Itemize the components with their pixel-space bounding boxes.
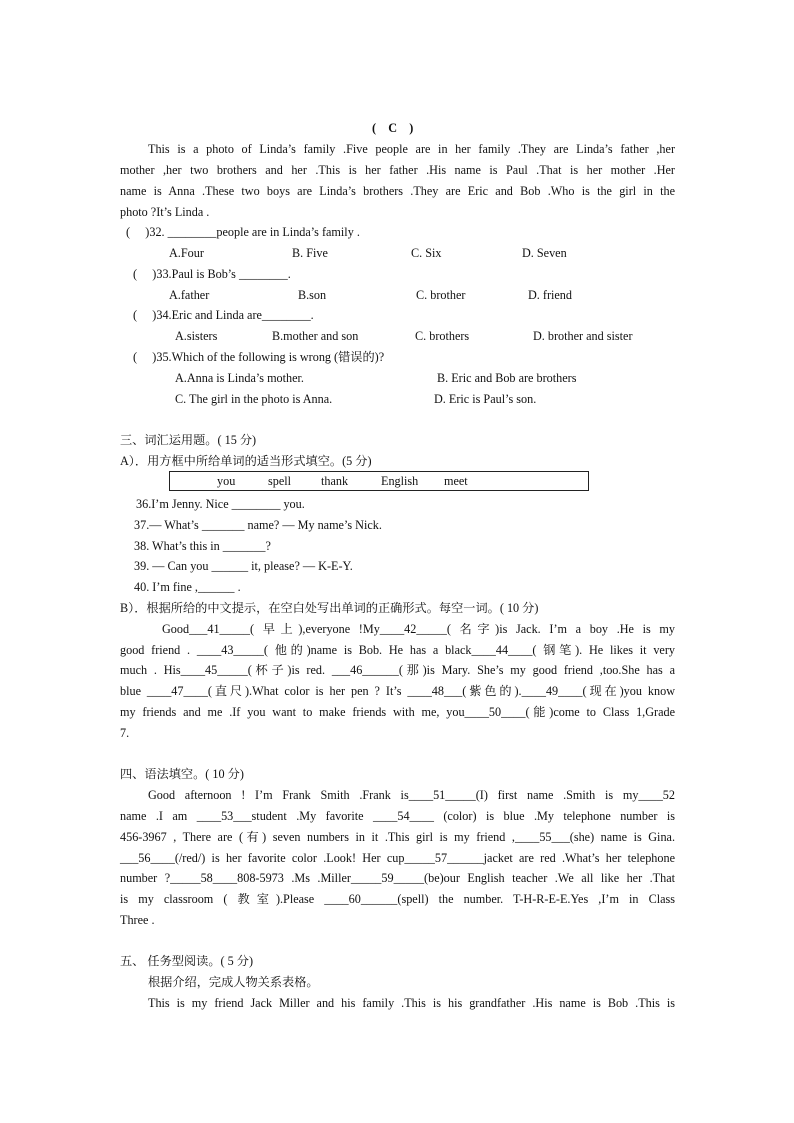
- word-box: [169, 471, 589, 491]
- box-word: thank: [321, 474, 349, 488]
- passage-line: my friends and me .If you want to make friends with me, you____50____(能)come to Class 1,Grade: [120, 705, 675, 719]
- question-stem: ( )33.Paul is Bob’s ________.: [133, 267, 291, 281]
- box-word: meet: [444, 474, 468, 488]
- question-37: 37.— What’s _______ name? — My name’s Nick.: [134, 518, 382, 532]
- passage-line: much . His____45_____(杯子)is red. ___46______(那)is Mary. She’s my good friend ,too.She has a: [120, 663, 675, 677]
- section-4-heading: 四、语法填空。( 10 分): [120, 767, 244, 781]
- question-stem: ( )34.Eric and Linda are________.: [133, 308, 314, 322]
- question-stem: ( )35.Which of the following is wrong (错误的)?: [133, 350, 385, 364]
- passage-line: good friend . ____43_____( 他的)name is Bob. He has a black____44____( 钢笔). He likes it very: [120, 643, 675, 657]
- part-b-instruction: B）．根据所给的中文提示，在空白处写出单词的正确形式。每空一词。( 10 分): [120, 601, 539, 615]
- passage-line: This is my friend Jack Miller and his family .This is his grandfather .His name is Bob .This is: [148, 996, 675, 1010]
- box-word: you: [217, 474, 236, 488]
- passage-line: is my classroom ( 教室).Please ____60______(spell) the number. T-H-R-E-E.Yes ,I’m in Class: [120, 892, 675, 906]
- section-5-instruction: 根据介绍，完成人物关系表格。: [148, 975, 319, 989]
- option-b: B. Eric and Bob are brothers: [437, 371, 577, 385]
- option-a: A.sisters: [175, 329, 218, 343]
- option-d: D. Seven: [522, 246, 567, 260]
- passage-line: This is a photo of Linda’s family .Five people are in her family .They are Linda’s father ,her: [148, 142, 675, 156]
- passage-line: 456-3967 , There are (有) seven numbers in it .This girl is my friend ,____55___(she) name is Gina.: [120, 830, 675, 844]
- question-38: 38. What’s this in _______?: [134, 539, 271, 553]
- option-a: A.Anna is Linda’s mother.: [175, 371, 304, 385]
- passage-line: 7.: [120, 726, 130, 740]
- option-d: D. Eric is Paul’s son.: [434, 392, 537, 406]
- passage-line: name .I am ____53___student .My favorite ____54____ (color) is blue .My telephone number is: [120, 809, 675, 823]
- option-d: D. brother and sister: [533, 329, 633, 343]
- option-a: A.Four: [169, 246, 204, 260]
- passage-line: mother ,her two brothers and her .This is her father .His name is Paul .That is her mother .Her: [120, 163, 675, 177]
- option-c: C. Six: [411, 246, 442, 260]
- question-36: 36.I’m Jenny. Nice ________ you.: [136, 497, 305, 511]
- passage-line: Good afternoon ! I’m Frank Smith .Frank is____51_____(I) first name .Smith is my____52: [148, 788, 675, 802]
- passage-line: Three .: [120, 913, 155, 927]
- passage-line: Good___41_____( 早上),everyone !My____42_____( 名字)is Jack. I’m a boy .He is my: [162, 622, 675, 636]
- question-40: 40. I’m fine ,______ .: [134, 580, 241, 594]
- section-5-heading: 五、 任务型阅读。( 5 分): [120, 954, 254, 968]
- option-c: C. brothers: [415, 329, 470, 343]
- question-39: 39. — Can you ______ it, please? — K-E-Y.: [134, 559, 353, 573]
- option-d: D. friend: [528, 288, 572, 302]
- passage-line: name is Anna .These two boys are Linda’s brothers .They are Eric and Bob .Who is the girl in the: [120, 184, 675, 198]
- option-b: B. Five: [292, 246, 328, 260]
- section-3-heading: 三、词汇运用题。( 15 分): [120, 433, 257, 447]
- question-stem: ( )32. ________people are in Linda’s family .: [126, 225, 360, 239]
- option-c: C. brother: [416, 288, 466, 302]
- part-a-instruction: A）．用方框中所给单词的适当形式填空。(5 分): [120, 454, 372, 468]
- box-word: English: [381, 474, 419, 488]
- passage-line: ___56____(/red/) is her favorite color .Look! Her cup_____57______jacket are red .What’s her telephone: [120, 851, 675, 865]
- passage-line: number ?_____58____808-5973 .Ms .Miller_____59_____(be)our English teacher .We all like her .That: [120, 871, 675, 885]
- passage-line: blue ____47____(直尺).What color is her pen ? It’s ____48___(紫色的).____49____(现在)you know: [120, 684, 675, 698]
- option-a: A.father: [169, 288, 210, 302]
- box-word: spell: [268, 474, 292, 488]
- section-c-title: ( C ): [372, 121, 414, 135]
- option-b: B.mother and son: [272, 329, 359, 343]
- option-c: C. The girl in the photo is Anna.: [175, 392, 333, 406]
- option-b: B.son: [298, 288, 327, 302]
- passage-line: photo ?It’s Linda .: [120, 205, 210, 219]
